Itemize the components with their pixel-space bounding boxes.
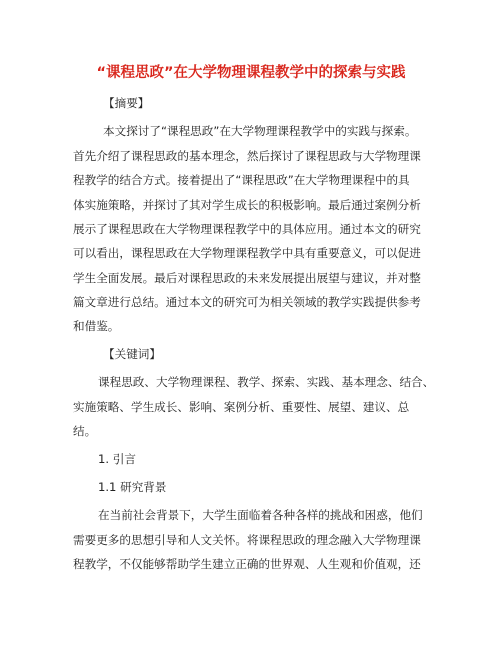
abstract-line: 学生全面发展。最后对课程思政的未来发展提出展望与建议，并对整 — [73, 271, 421, 285]
document-title: “课程思政”在大学物理课程教学中的探索与实践 — [96, 65, 406, 81]
body-line: 需要更多的思想引导和人文关怀。将课程思政的理念融入大学物理课 — [73, 533, 421, 547]
abstract-line: 程教学的结合方式。接着提出了“课程思政”在大学物理课程中的具 — [73, 173, 410, 187]
abstract-line: 可以看出，课程思政在大学物理课程教学中具有重要意义，可以促进 — [73, 246, 421, 260]
body-line: 在当前社会背景下，大学生面临着各种各样的挑战和困惑，他们 — [98, 508, 423, 522]
subsection-heading: 1.1 研究背景 — [98, 480, 167, 494]
keywords-heading: 【关键词】 — [103, 347, 161, 361]
body-line: 程教学，不仅能够帮助学生建立正确的世界观、人生观和价值观，还 — [73, 557, 421, 571]
abstract-line: 展示了课程思政在大学物理课程教学中的具体应用。通过本文的研究 — [73, 222, 421, 236]
abstract-line: 本文探讨了“课程思政”在大学物理课程教学中的实践与探索。 — [103, 124, 417, 138]
section-heading: 1. 引言 — [98, 452, 136, 466]
abstract-line: 体实施策略，并探讨了其对学生成长的积极影响。最后通过案例分析 — [73, 198, 421, 212]
keywords-line: 实施策略、学生成长、影响、案例分析、重要性、展望、建议、总 — [73, 400, 410, 414]
abstract-line: 首先介绍了课程思政的基本理念，然后探讨了课程思政与大学物理课 — [73, 149, 421, 163]
abstract-heading: 【摘要】 — [103, 96, 150, 110]
keywords-line: 结。 — [73, 424, 97, 438]
abstract-line: 和借鉴。 — [73, 319, 120, 333]
keywords-line: 课程思政、大学物理课程、教学、探索、实践、基本理念、结合、 — [98, 375, 435, 389]
abstract-line: 篇文章进行总结。通过本文的研究可为相关领域的教学实践提供参考 — [73, 295, 421, 309]
